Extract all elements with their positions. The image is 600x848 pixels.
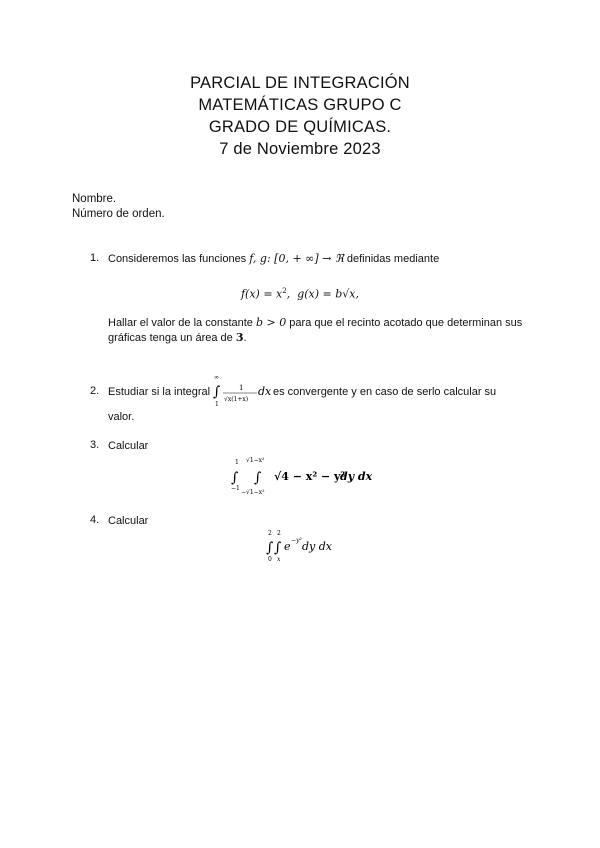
q4-inner-upper: 2 [277,530,281,537]
q3-inner-upper: √1−x² [246,457,265,464]
q2-upper-limit: ∞ [214,374,219,381]
student-info [72,192,165,222]
q4-integral [264,526,344,564]
q1-statement-line-1 [108,316,522,330]
q2-numerator: 1 [239,384,244,392]
integral-sign-icon: ∫ [213,384,221,400]
q3-integral [228,452,378,498]
q1-functions: f, g: [0, + ∞] → ℜ [249,252,344,265]
name-label: Nombre. [72,193,117,205]
q1-formula-f: f(x) = x [240,287,283,301]
q2-denominator: √x(1+x) [224,396,249,403]
integral-sign-icon: ∫ [274,540,282,556]
q2-lower-limit: 1 [215,401,219,408]
integral-sign-icon: ∫ [254,470,262,486]
question-1-intro [108,252,439,266]
q1-text-b: definidas mediante [346,253,440,265]
q4-base: e [284,540,291,553]
q4-exponent: −y² [291,537,302,544]
q3-integrand: √4 − x² − y² [274,470,346,483]
q2-integral [212,370,274,410]
q3-inner-lower: −√1−x² [241,489,265,496]
q1-line4-a: gráficas tenga un área de [108,332,233,344]
q1-formula-g: g(x) = b√x, [297,287,360,301]
title-line-3: GRADO DE QUÍMICAS. [208,118,392,136]
q1-area-value: 3 [235,331,244,344]
exam-date: 7 de Noviembre 2023 [219,140,381,158]
q2-text-c: valor. [108,411,135,423]
integral-sign-icon: ∫ [231,470,239,486]
q4-text: Calcular [108,515,149,527]
q2-text-b: es convergente y en caso de serlo calcular su [273,386,497,398]
q4-differentials: dy dx [302,540,332,553]
q1-period: . [243,332,247,344]
q1-text-a: Consideremos las funciones [108,253,247,265]
order-number-label: Número de orden. [72,208,165,220]
question-4-number: 4. [90,514,100,526]
q3-outer-lower: −1 [231,485,240,492]
question-3-number: 3. [90,439,100,451]
integral-sign-icon: ∫ [266,540,274,556]
exam-title [0,72,600,160]
q1-statement-line-2 [108,331,247,345]
q3-differentials: dy dx [340,470,373,483]
q1-formula-f-exp: 2 [282,287,287,295]
question-2-number: 2. [90,385,100,397]
q4-outer-lower: 0 [268,556,272,563]
q4-outer-upper: 2 [268,530,272,537]
q2-dx: dx [258,385,272,398]
q2-text-a: Estudiar si la integral [108,386,211,398]
q3-outer-upper: 1 [235,459,239,466]
q1-line3-a: Hallar el valor de la constante [108,317,253,329]
q4-inner-lower: x [277,556,281,563]
title-line-2: MATEMÁTICAS GRUPO C [198,96,402,114]
q3-text: Calcular [108,440,149,452]
q1-condition: b > 0 [255,316,287,329]
question-1-number: 1. [90,252,100,264]
q1-formula: $f(x) = x^2$, g(x) = b√x, [240,287,360,301]
q1-line3-b: para que el recinto acotado que determinan sus [289,317,523,329]
title-line-1: PARCIAL DE INTEGRACIÓN [190,74,410,92]
